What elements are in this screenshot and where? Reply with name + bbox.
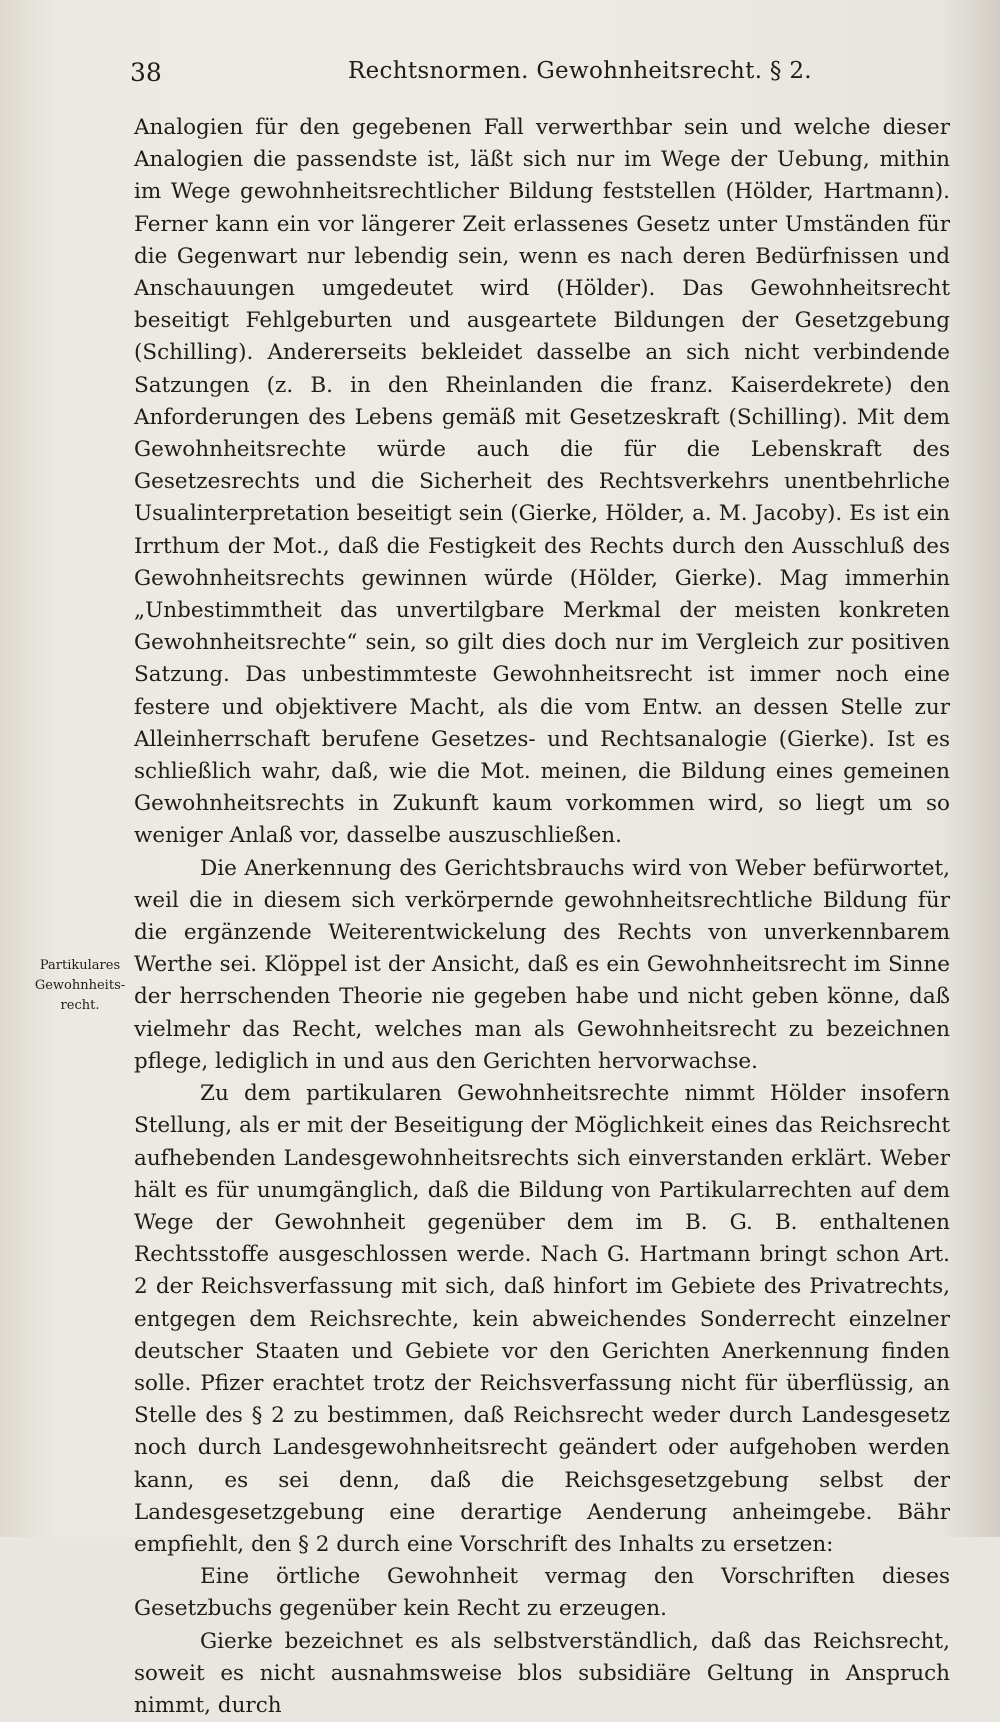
- margin-note-line: Partikulares: [39, 958, 121, 973]
- margin-note-line: recht.: [60, 998, 100, 1013]
- paragraph: Die Anerkennung des Gerichtsbrauchs wird von Weber befürwortet, weil die in diesem sich verkörpernde gewohnheitsrechtliche Bildung für die ergänzende Weiterentwickelung des Rechts von unverkennbarem Werthe sei. Klöppel ist der Ansicht, daß es ein Gewohnheitsrecht im Sinne der herrschenden Theorie nie gegeben habe und nicht geben könne, daß vielmehr das Recht, welches man als Gewohnheitsrecht zu bezeichnen pflege, lediglich in und aus den Gerichten hervorwachse.: [134, 855, 950, 1074]
- body-text: [134, 112, 950, 1722]
- page-header: [130, 52, 960, 92]
- margin-note: [30, 956, 130, 1016]
- running-title: Rechtsnormen. Gewohnheitsrecht. § 2.: [348, 58, 812, 84]
- block-quote: Eine örtliche Gewohnheit vermag den Vorschriften dieses Gesetzbuchs gegenüber kein Recht zu erzeugen.: [134, 1564, 950, 1622]
- margin-note-line: Gewohnheits-: [34, 978, 126, 993]
- page-number: 38: [130, 58, 162, 87]
- paragraph: Zu dem partikularen Gewohnheitsrechte nimmt Hölder insofern Stellung, als er mit der Beseitigung der Möglichkeit eines das Reichsrecht aufhebenden Landesgewohnheitsrechts sich einverstanden erklärt. Weber hält es für unumgänglich, daß die Bildung von Partikularrechten auf dem Wege der Gewohnheit gegenüber dem im B. G. B. enthaltenen Rechtsstoffe ausgeschlossen werde. Nach G. Hartmann bringt schon Art. 2 der Reichsverfassung mit sich, daß hinfort im Gebiete des Privatrechts, entgegen dem Reichsrechte, kein abweichendes Sonderrecht einzelner deutscher Staaten und Gebiete vor den Gerichten Anerkennung finden solle. Pfizer erachtet trotz der Reichsverfassung nicht für überflüssig, an Stelle des § 2 zu bestimmen, daß Reichsrecht weder durch Landesgesetz noch durch Landesgewohnheitsrecht geändert oder aufgehoben werden kann, es sei denn, daß die Reichsgesetzgebung selbst der Landesgesetzgebung eine derartige Aenderung anheimgebe. Bähr empfiehlt, den § 2 durch eine Vorschrift des Inhalts zu ersetzen:: [134, 1081, 950, 1557]
- paragraph: Gierke bezeichnet es als selbstverständlich, daß das Reichsrecht, soweit es nicht ausnahmsweise blos subsidiäre Geltung in Anspruch nimmt, durch: [134, 1628, 950, 1718]
- paragraph: Analogien für den gegebenen Fall verwerthbar sein und welche dieser Analogien die passendste ist, läßt sich nur im Wege der Uebung, mithin im Wege gewohnheitsrechtlicher Bildung feststellen (Hölder, Hartmann). Ferner kann ein vor längerer Zeit erlassenes Gesetz unter Umständen für die Gegenwart nur lebendig sein, wenn es nach deren Bedürfnissen und Anschauungen umgedeutet wird (Hölder). Das Gewohnheitsrecht beseitigt Fehlgeburten und ausgeartete Bildungen der Gesetzgebung (Schilling). Andererseits bekleidet dasselbe an sich nicht verbindende Satzungen (z. B. in den Rheinlanden die franz. Kaiserdekrete) den Anforderungen des Lebens gemäß mit Gesetzeskraft (Schilling). Mit dem Gewohnheitsrechte würde auch die für die Lebenskraft des Gesetzesrechts und die Sicherheit des Rechtsverkehrs unentbehrliche Usualinterpretation beseitigt sein (Gierke, Hölder, a. M. Jacoby). Es ist ein Irrthum der Mot., daß die Festigkeit des Rechts durch den Ausschluß des Gewohnheitsrechts gewinnen würde (Hölder, Gierke). Mag immerhin „Unbestimmtheit das unvertilgbare Merkmal der meisten konkreten Gewohnheitsrechte“ sein, so gilt dies doch nur im Vergleich zur positiven Satzung. Das unbestimmteste Gewohnheitsrecht ist immer noch eine festere und objektivere Macht, als die vom Entw. an dessen Stelle zur Alleinherrschaft berufene Gesetzes- und Rechtsanalogie (Gierke). Ist es schließlich wahr, daß, wie die Mot. meinen, die Bildung eines gemeinen Gewohnheitsrechts in Zukunft kaum vorkommen wird, so liegt um so weniger Anlaß vor, dasselbe auszuschließen.: [134, 115, 950, 849]
